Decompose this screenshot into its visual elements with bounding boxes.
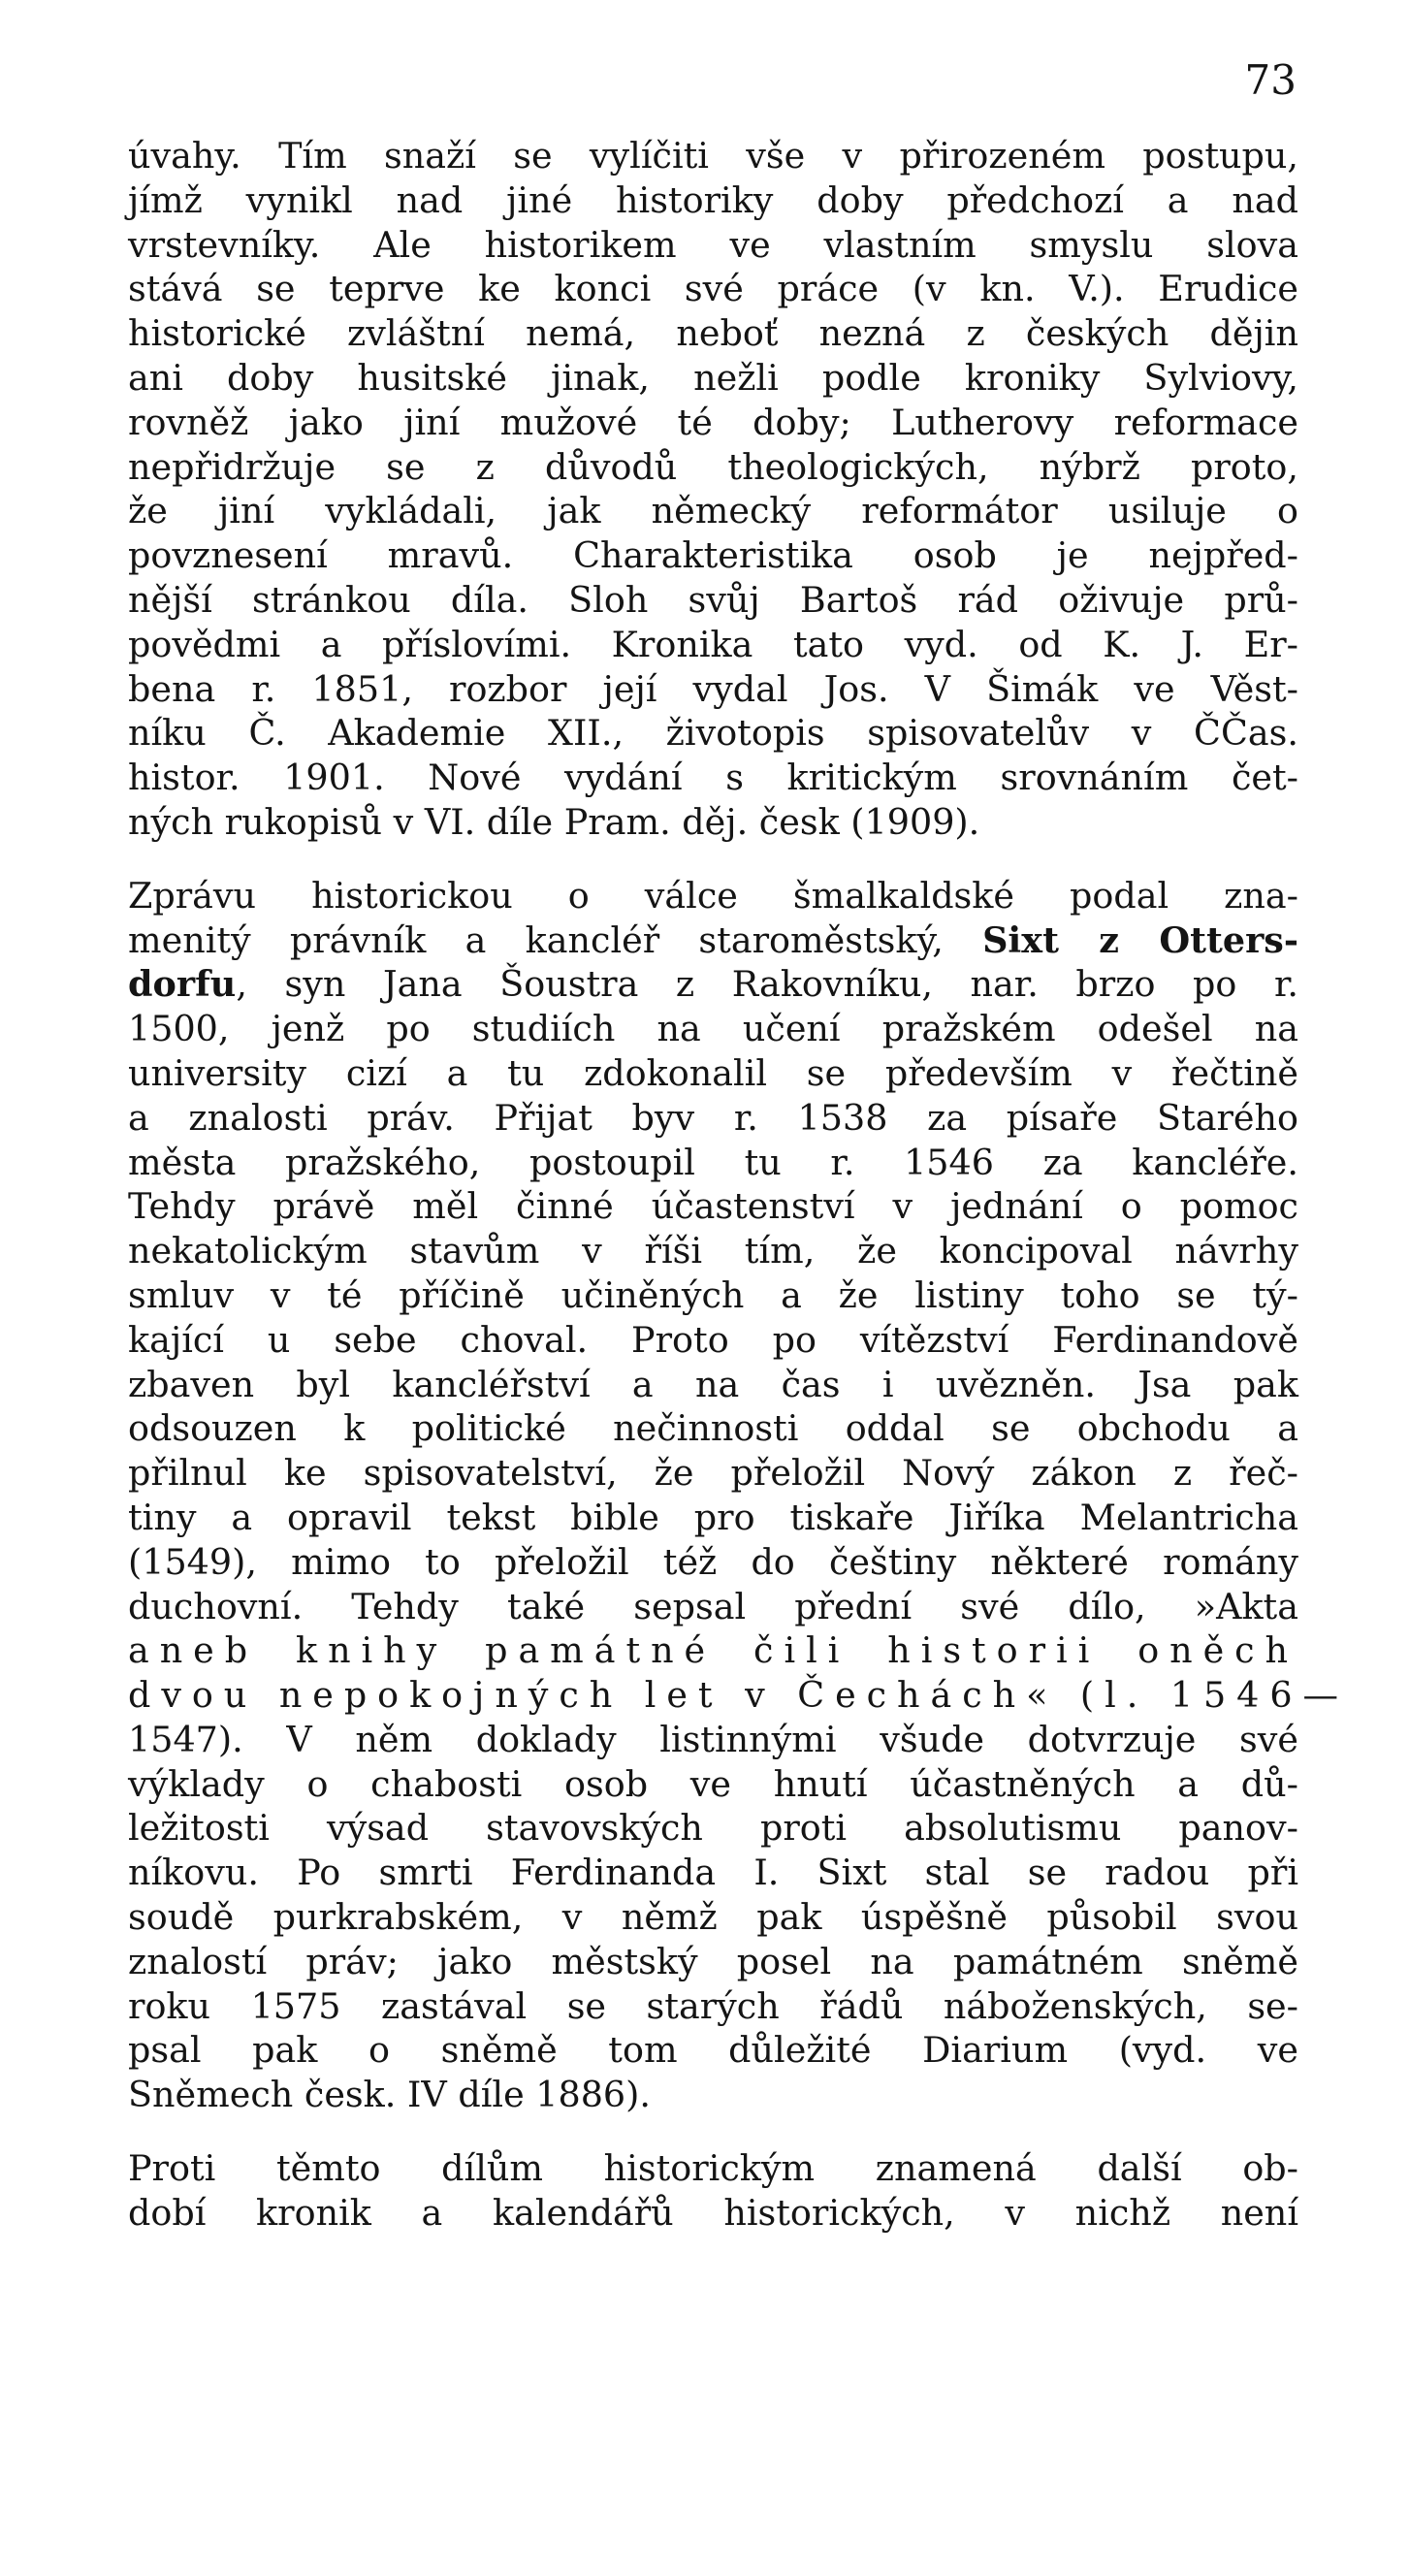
paragraph-gap <box>128 2117 1298 2146</box>
text-line: 1547). V něm doklady listinnými všude dotvrzuje své <box>128 1718 1298 1760</box>
text-line: povznesení mravů. Charakteristika osob je nejpřed- <box>128 534 1298 577</box>
text-line: přilnul ke spisovatelství, že přeložil Nový zákon z řeč- <box>128 1452 1298 1495</box>
text-line: bena r. 1851, rozbor její vydal Jos. V Šimák ve Věst- <box>128 667 1298 710</box>
text-line: úvahy. Tím snaží se vylíčiti vše v přirozeném postupu, <box>128 135 1298 177</box>
text-line: university cizí a tu zdokonalil se především v řečtině <box>128 1051 1298 1094</box>
paragraph <box>128 134 1298 845</box>
text-line: Proti těmto dílům historickým znamená další ob- <box>128 2147 1298 2190</box>
text-line: odsouzen k politické nečinnosti oddal se obchodu a <box>128 1407 1298 1450</box>
page-text <box>128 134 1349 2236</box>
text-line: nekatolickým stavům v říši tím, že koncipoval návrhy <box>128 1230 1298 1272</box>
text-line: duchovní. Tehdy také sepsal přední své dílo, »Akta <box>128 1585 1298 1627</box>
text-line: ných rukopisů v VI. díle Pram. děj. česk (1909). <box>128 800 980 843</box>
text-line: ani doby husitské jinak, nežli podle kroniky Sylviovy, <box>128 356 1298 399</box>
text-line: dobí kronik a kalendářů historických, v nichž není <box>128 2191 1298 2234</box>
text-line: výklady o chabosti osob ve hnutí účastněných a dů- <box>128 1762 1298 1805</box>
text-line: dorfu, syn Jana Šoustra z Rakovníku, nar. brzo po r. <box>128 963 1298 1006</box>
text-line: ležitosti výsad stavovských proti absolutismu panov- <box>128 1807 1298 1850</box>
text-line: soudě purkrabském, v němž pak úspěšně působil svou <box>128 1896 1298 1939</box>
text-line: nější stránkou díla. Sloh svůj Bartoš rád oživuje prů- <box>128 578 1298 621</box>
paragraph <box>128 2146 1298 2236</box>
text-line: a znalosti práv. Přijat byv r. 1538 za písaře Starého <box>128 1096 1298 1139</box>
text-line: znalostí práv; jako městský posel na památném sněmě <box>128 1940 1298 1982</box>
text-line: (1549), mimo to přeložil též do češtiny některé romány <box>128 1540 1298 1583</box>
text-line: menitý právník a kancléř staroměstský, Sixt z Otters- <box>128 918 1298 961</box>
paragraph-gap <box>128 845 1298 874</box>
text-line: vrstevníky. Ale historikem ve vlastním smyslu slova <box>128 223 1298 266</box>
text-line: zbaven byl kancléřství a na čas i uvězněn. Jsa pak <box>128 1363 1298 1405</box>
text-line: 1500, jenž po studiích na učení pražském odešel na <box>128 1008 1298 1050</box>
text-line: Tehdy právě měl činné účastenství v jednání o pomoc <box>128 1185 1298 1228</box>
text-line: stává se teprve ke konci své práce (v kn. V.). Erudice <box>128 268 1298 310</box>
text-line: kající u sebe choval. Proto po vítězství Ferdinandově <box>128 1318 1298 1361</box>
paragraph <box>128 874 1349 2117</box>
text-line: smluv v té příčině učiněných a že listiny toho se tý- <box>128 1273 1298 1316</box>
text-line: nepřidržuje se z důvodů theologických, nýbrž proto, <box>128 445 1298 488</box>
page-number: 73 <box>1244 56 1297 104</box>
text-line: psal pak o sněmě tom důležité Diarium (vyd. ve <box>128 2029 1298 2072</box>
text-line: Zprávu historickou o válce šmalkaldské podal zna- <box>128 874 1298 917</box>
text-line: rovněž jako jiní mužové té doby; Lutherovy reformace <box>128 401 1298 443</box>
text-line: níkovu. Po smrti Ferdinanda I. Sixt stal se radou při <box>128 1852 1298 1894</box>
text-line: roku 1575 zastával se starých řádů náboženských, se- <box>128 1984 1298 2027</box>
text-line: dvou nepokojných let v Čechách« (l. 1546— <box>128 1674 1349 1717</box>
text-line: jímž vynikl nad jiné historiky doby předchozí a nad <box>128 178 1298 221</box>
text-line: aneb knihy památné čili historii oněch <box>128 1629 1298 1672</box>
text-line: níku Č. Akademie XII., životopis spisovatelův v ČČas. <box>128 712 1298 755</box>
text-line: tiny a opravil tekst bible pro tiskaře Jiříka Melantricha <box>128 1496 1298 1538</box>
text-line: histor. 1901. Nové vydání s kritickým srovnáním čet- <box>128 757 1298 799</box>
text-line: historické zvláštní nemá, neboť nezná z českých dějin <box>128 312 1298 355</box>
bold-name: dorfu <box>128 963 237 1006</box>
text-line: že jiní vykládali, jak německý reformátor usiluje o <box>128 490 1298 532</box>
text-line: Sněmech česk. IV díle 1886). <box>128 2074 651 2116</box>
text-line: povědmi a příslovími. Kronika tato vyd. od K. J. Er- <box>128 623 1298 665</box>
text-line: města pražského, postoupil tu r. 1546 za kancléře. <box>128 1141 1298 1183</box>
bold-name: Sixt z Otters- <box>982 918 1298 961</box>
